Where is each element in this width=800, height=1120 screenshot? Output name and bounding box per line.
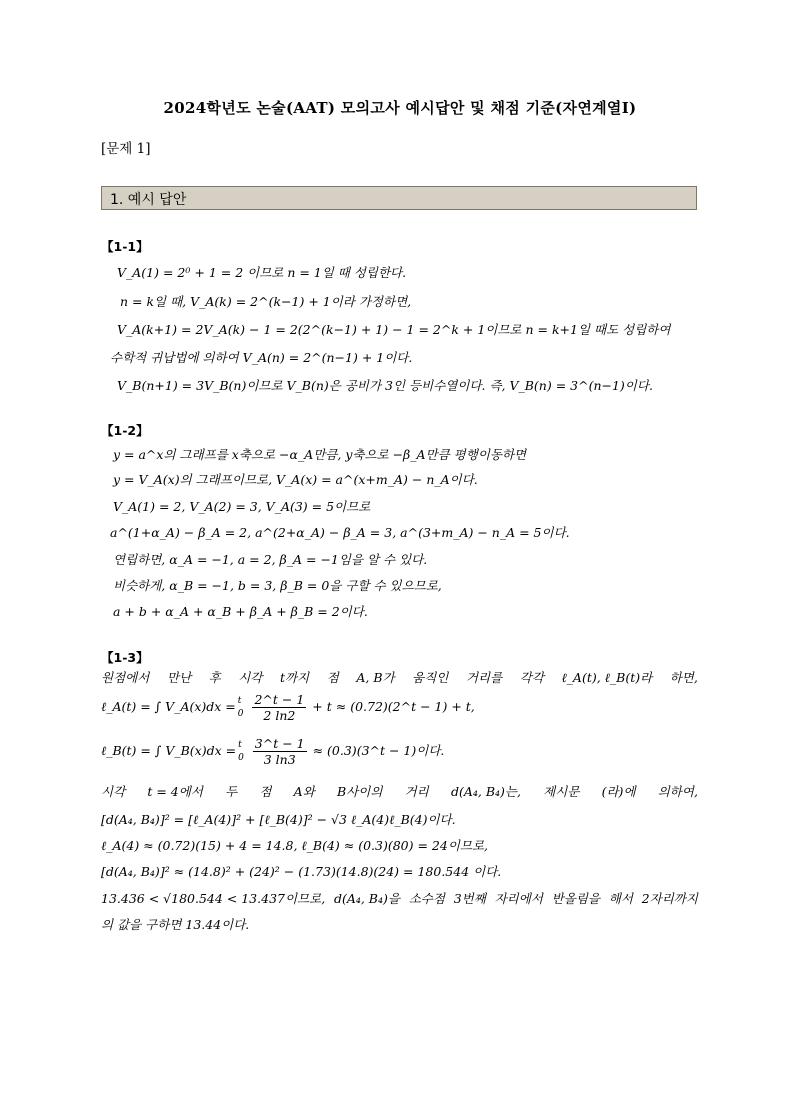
equation-ell-b [101,736,444,767]
fraction-b-numerator: 3^t − 1 [254,736,305,751]
word: t = 4에서 [147,784,203,799]
word: 만난 [166,670,192,685]
line-1-2-3: V_A(1) = 2, V_A(2) = 3, V_A(3) = 5이므로 [113,499,371,514]
word: 반올림을 [551,891,600,906]
page-title: 2024학년도 논술(AAT) 모의고사 예시답안 및 채점 기준(자연계열Ⅰ) [163,99,637,117]
fraction-b-denominator: 3 ln3 [263,752,296,767]
word: 소수점 [408,891,445,906]
word: 점 [326,670,339,685]
line-1-1-3: V_A(k+1) = 2V_A(k) − 1 = 2(2^(k−1) + 1) − 1 = 2^k + 1이므로 n = k+1일 때도 성립하여 [117,322,671,337]
eq-a-right: + t ≈ (0.72)(2^t − 1) + t, [312,699,475,714]
fraction-a-numerator: 2^t − 1 [254,692,305,707]
section-title: 1. 예시 답안 [110,192,187,208]
line-1-1-5: V_B(n+1) = 3V_B(n)이므로 V_B(n)은 공비가 3인 등비수열이다. 즉, V_B(n) = 3^(n−1)이다. [117,378,653,393]
subheading-1-3: 【1-3】 [101,650,149,665]
line-1-2-4: a^(1+α_A) − β_A = 2, a^(2+α_A) − β_A = 3, a^(3+m_A) − n_A = 5이다. [110,525,570,540]
word: 의하여, [657,784,698,799]
word: d(A₄, B₄)을 [333,891,400,906]
line-1-2-2: y = V_A(x)의 그래프이므로, V_A(x) = a^(x+m_A) − n_A이다. [113,472,478,487]
eq-b-right: ≈ (0.3)(3^t − 1)이다. [312,743,445,758]
int-upper: t [238,739,242,750]
int-lower: 0 [238,752,244,763]
word: 시각 [238,670,263,685]
word: 13.436 < √180.544 < 13.437이므로, [101,891,326,906]
word: ℓ_A(t), ℓ_B(t)라 [561,670,653,685]
word: 원점에서 [101,670,150,685]
line-1-1-4: 수학적 귀납법에 의하여 V_A(n) = 2^(n−1) + 1이다. [110,350,413,365]
line-1-2-5: 연립하면, α_A = −1, a = 2, β_A = −1임을 알 수 있다. [113,552,428,567]
word: 거리를 [465,670,503,685]
word: B사이의 [336,784,383,799]
intro-line-1-3 [101,668,698,686]
word: 제시문 [543,784,580,799]
fraction-a [252,692,306,723]
line-1-3-3: [d(A₄, B₄)]² ≈ (14.8)² + (24)² − (1.73)(14.8)(24) = 180.544 이다. [101,864,502,879]
subheading-1-1: 【1-1】 [101,239,149,254]
integral-limits-a [238,695,244,721]
word: 거리 [404,784,429,799]
distance-intro-line [101,782,698,800]
word: A, B가 [356,670,395,685]
final-line-2: 의 값을 구하면 13.44이다. [101,917,250,932]
word: 두 [225,784,238,799]
word: 3번째 [453,891,486,906]
word: d(A₄, B₄)는, [450,784,521,799]
int-lower: 0 [237,708,244,719]
line-1-2-6: 비슷하게, α_B = −1, b = 3, β_B = 0을 구할 수 있으므로, [113,578,442,593]
word: 시각 [101,784,126,799]
word: 해서 [608,891,633,906]
eq-a-left: ℓ_A(t) = ∫ V_A(x)dx = [101,699,236,714]
word: 2자리까지 [641,891,698,906]
word: (라)에 [601,784,636,799]
problem-label: [문제 1] [101,141,151,157]
word: A와 [293,784,315,799]
word: 움직인 [412,670,449,685]
equation-ell-a [101,692,475,723]
line-1-2-1: y = a^x의 그래프를 x축으로 −α_A만큼, y축으로 −β_A만큼 평행이동하면 [113,447,527,462]
word: 점 [259,784,272,799]
final-line-1 [101,889,698,907]
line-1-3-2: ℓ_A(4) ≈ (0.72)(15) + 4 = 14.8, ℓ_B(4) ≈ (0.3)(80) = 24이므로, [101,838,489,853]
line-1-1-1: V_A(1) = 2⁰ + 1 = 2 이므로 n = 1일 때 성립한다. [117,265,407,280]
word: 각각 [519,670,544,685]
section-header [101,186,697,210]
eq-b-left: ℓ_B(t) = ∫ V_B(x)dx = [101,743,237,758]
line-1-2-7: a + b + α_A + α_B + β_A + β_B = 2이다. [113,604,368,619]
word: t까지 [279,670,310,685]
fraction-a-denominator: 2 ln2 [263,708,296,723]
line-1-1-2: n = k일 때, V_A(k) = 2^(k−1) + 1이라 가정하면, [120,294,412,309]
integral-limits-b [238,739,244,765]
subheading-1-2: 【1-2】 [101,423,149,438]
word: 후 [208,670,221,685]
int-upper: t [237,695,242,706]
line-1-3-1: [d(A₄, B₄)]² = [ℓ_A(4)]² + [ℓ_B(4)]² − √3 ℓ_A(4)ℓ_B(4)이다. [101,812,456,827]
word: 하면, [669,670,698,685]
word: 자리에서 [494,891,543,906]
fraction-b [253,736,307,767]
